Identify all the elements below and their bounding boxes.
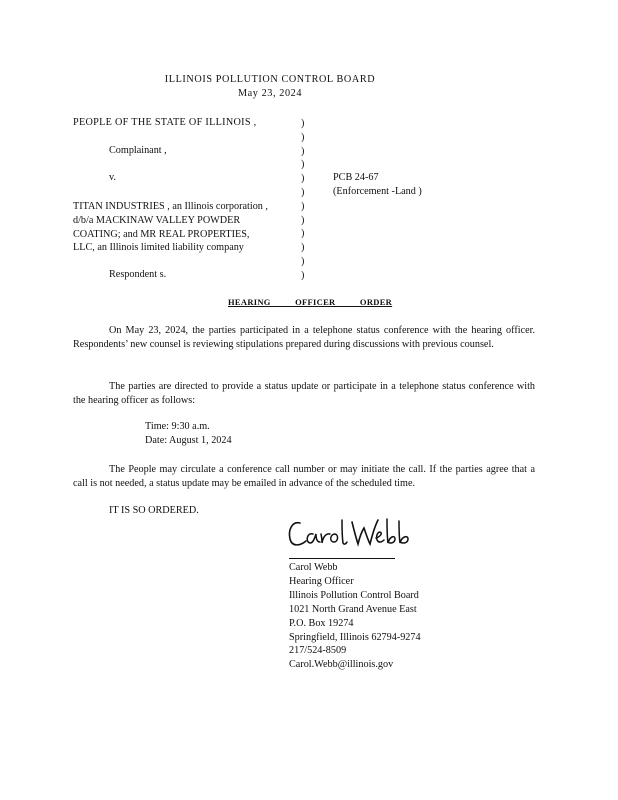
caption-paren: ): [301, 186, 305, 198]
caption-paren: ): [301, 255, 305, 267]
board-name: ILLINOIS POLLUTION CONTROL BOARD: [164, 74, 376, 85]
versus-label: v.: [109, 172, 116, 183]
schedule-time: Time: 9:30 a.m.: [145, 421, 210, 432]
paragraph-call: The People may circulate a conference call number or may initiate the call. If the parties agree that a call is not needed, a status update may be emailed in advance of the scheduled time.: [73, 464, 535, 489]
respondent-label: Respondent s.: [109, 269, 167, 280]
respondent-line: LLC, an Illinois limited liability company: [73, 242, 244, 254]
signature-line: [289, 558, 395, 559]
caption-paren: ): [301, 228, 305, 240]
officer-name: Carol Webb: [289, 562, 338, 573]
paragraph-status: On May 23, 2024, the parties participated in a telephone status conference with the hearing officer. Respondents’ new counsel is reviewing stipulations prepared during discussions with previous counsel.: [73, 325, 535, 350]
caption-paren: ): [301, 118, 305, 129]
city-state-zip: Springfield, Illinois 62794-9274: [289, 631, 421, 643]
caption-paren: ): [301, 131, 305, 143]
agency-name: Illinois Pollution Control Board: [289, 589, 419, 601]
case-type: (Enforcement -Land ): [333, 186, 422, 197]
caption-paren: ): [301, 159, 305, 171]
order-title: HEARING OFFICER ORDER: [228, 297, 393, 307]
signature-block: [289, 561, 421, 672]
caption-paren: ): [301, 145, 305, 157]
complainant-label: Complainant ,: [109, 145, 167, 156]
case-number: PCB 24-67: [333, 172, 379, 183]
respondent-line: TITAN INDUSTRIES , an Illinois corporation ,: [73, 201, 268, 212]
caption-paren: ): [301, 214, 305, 226]
so-ordered: IT IS SO ORDERED.: [109, 505, 199, 516]
document-header: [0, 73, 540, 101]
schedule-date: Date: August 1, 2024: [145, 435, 232, 446]
email-address: Carol.Webb@illinois.gov: [289, 659, 394, 671]
paragraph-directive: The parties are directed to provide a status update or participate in a telephone status conference with the hearing officer as follows:: [73, 381, 535, 406]
caption-paren: ): [301, 242, 305, 254]
handwritten-signature: [286, 514, 416, 554]
order-date: May 23, 2024: [237, 88, 303, 99]
complainant-party: PEOPLE OF THE STATE OF ILLINOIS ,: [73, 117, 257, 128]
caption-paren: ): [301, 269, 305, 281]
street-address: 1021 North Grand Avenue East: [289, 603, 417, 615]
po-box: P.O. Box 19274: [289, 617, 354, 629]
caption-paren: ): [301, 200, 305, 212]
officer-title: Hearing Officer: [289, 575, 354, 587]
caption-paren: ): [301, 173, 305, 185]
respondent-line: d/b/a MACKINAW VALLEY POWDER: [73, 214, 241, 226]
phone-number: 217/524-8509: [289, 645, 347, 657]
respondent-line: COATING; and MR REAL PROPERTIES,: [73, 228, 250, 240]
respondent-party: [73, 200, 268, 255]
caption-parentheses: [301, 117, 304, 283]
